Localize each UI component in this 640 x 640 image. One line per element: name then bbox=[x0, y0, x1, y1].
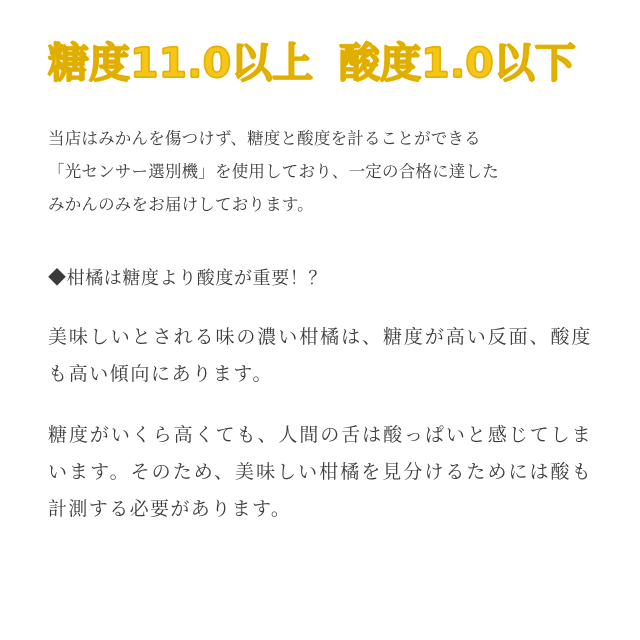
section-subheading: ◆柑橘は糖度より酸度が重要！？ bbox=[48, 268, 327, 289]
page-headline bbox=[48, 38, 592, 89]
intro-line-3: みかんのみをお届けしております。 bbox=[48, 196, 314, 215]
intro-line-2: 「光センサー選別機」を使用しており、一定の合格に達した bbox=[48, 163, 499, 182]
paragraph-2: 糖度がいくら高くても、人間の舌は酸っぱいと感じてしまいます。そのため、美味しい柑橘を見分けるためには酸も計測する必要があります。 bbox=[48, 424, 592, 520]
intro-line-1: 当店はみかんを傷つけず、糖度と酸度を計ることができる bbox=[48, 130, 481, 149]
headline-acid-content: 酸度1.0以下 bbox=[339, 39, 576, 87]
intro-block bbox=[48, 123, 592, 222]
paragraph-1: 美味しいとされる味の濃い柑橘は、糖度が高い反面、酸度も高い傾向にあります。 bbox=[48, 326, 592, 385]
headline-sugar-content: 糖度11.0以上 bbox=[48, 39, 314, 87]
